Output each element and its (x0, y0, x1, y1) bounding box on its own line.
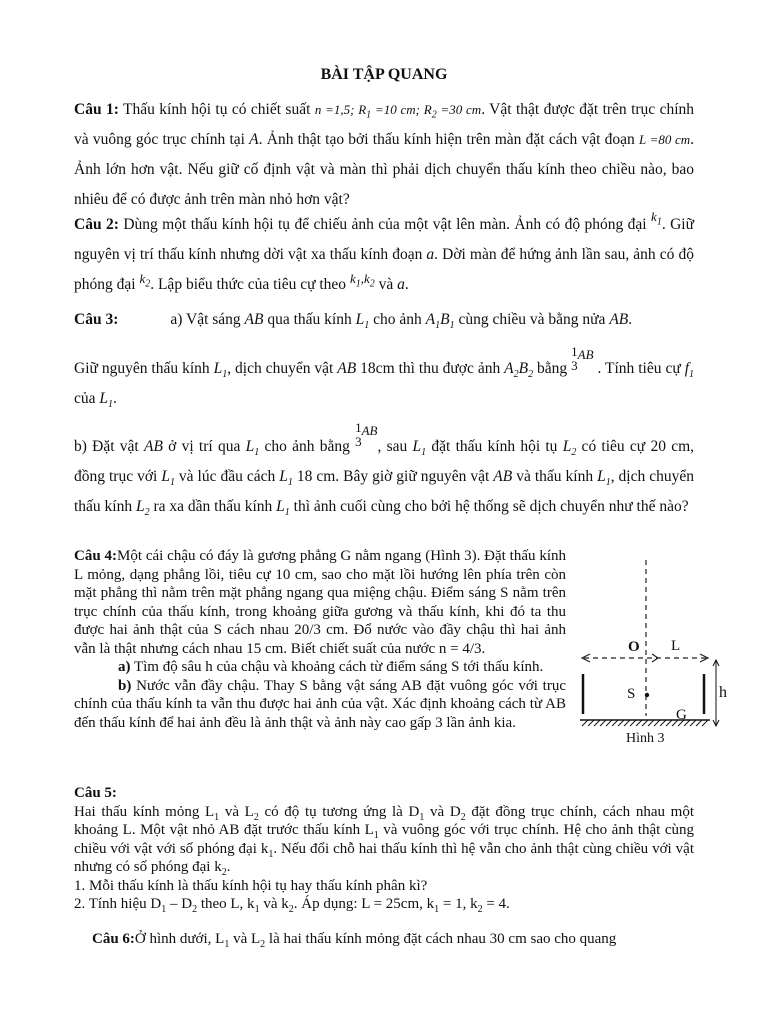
lens-l1: $L_1$ (597, 468, 611, 489)
lens-l1: $L_1$ (245, 438, 260, 459)
text: Nước vẫn đầy chậu. Thay S bằng vật sáng AB đặt vuông góc với trục chính của thấu kính ta vẫn thu được hai ảnh của vật. Xác định khoảng cách từ AB đến thấu kính để hai ảnh đều là ảnh thật và ảnh này cao gấp 3 lần ảnh kia. (74, 677, 566, 731)
lens-l1: $L_1$ (412, 438, 427, 459)
text: . Ảnh thật tạo bởi thấu kính hiện trên màn đặt cách vật đoạn (258, 131, 639, 148)
text: ở vị trí qua (162, 438, 246, 455)
object-ab: AB (577, 347, 594, 362)
question-3-part-b (74, 420, 695, 522)
image-a2b2: $A_2B_2$ (504, 360, 534, 381)
label-s: S (627, 686, 636, 702)
text: Giữ nguyên thấu kính (74, 360, 214, 377)
text: cho ảnh (369, 311, 426, 328)
text: và thấu kính (512, 468, 598, 485)
lens-l1: $L_1$ (99, 390, 114, 411)
object-ab: AB (361, 423, 378, 438)
question-5-body: Hai thấu kính mỏng $L_1$ và $L_2$ có độ tụ tương ứng là $D_1$ và $D_2$ đặt đồng trục chính, cách nhau một khoảng L. Một vật nhỏ AB đặt trước thấu kính $L_1$ và vuông góc với trục chính. Hệ cho ảnh thật cùng chiều với vật với số phóng đại $k_1$. Nếu đổi chỗ hai thấu kính thì hệ vẫn cho ảnh thật cùng chiều với vật nhưng có số phóng đại $k_2$. (74, 803, 695, 878)
text: Một cái chậu có đáy là gương phẳng G nằm ngang (Hình 3). Đặt thấu kính L mỏng, dạng phẳng lồi, tiêu cự 10 cm, sao cho mặt lồi hướng lên phía trên còn mặt phẳng thì nằm trên mặt phẳng ngang qua miệng chậu. Điểm sáng S nằm trên trục chính của thấu kính, trong khoảng giữa gương và thấu kính, khi đó ta thu được hai ảnh thật của S cách nhau 20/3 cm. Đổ nước vào đầy chậu thì hai ảnh vẫn là thật nhưng cách nhau 15 cm. Biết chiết suất của nước n = 4/3. (74, 548, 566, 657)
question-5 (74, 784, 694, 914)
question-6-label: Câu 6: (92, 931, 135, 947)
text: ra xa dần thấu kính (149, 498, 277, 515)
lens-l1: $L_1$ (355, 311, 370, 332)
object-ab: AB (244, 311, 264, 328)
question-5-item-2: 2. Tính hiệu $D_1 - D_2$ theo L, $k_1$ và $k_2$. Áp dụng: L = 25cm, $k_1 = 1$, $k_2 = 4$. (74, 896, 510, 915)
text: , sau (377, 438, 413, 455)
question-5-item-1: 1. Mỗi thấu kính là thấu kính hội tụ hay thấu kính phân kì? (74, 877, 428, 894)
point-s (645, 693, 649, 697)
fraction-one-third-ab: 1 3 (355, 420, 362, 450)
lens-l2: $L_2$ (136, 498, 150, 519)
figure-caption: Hình 3 (626, 731, 665, 746)
text: . Lập biểu thức của tiêu cự theo (150, 276, 350, 293)
question-2 (74, 210, 694, 300)
lens-l1: $L_1$ (213, 360, 228, 381)
mirror-hatching (582, 720, 708, 726)
lens-l1: $L_1$ (279, 468, 293, 489)
question-1-label: Câu 1: (74, 101, 119, 118)
object-ab: AB (609, 311, 629, 328)
question-5-label: Câu 5: (74, 785, 117, 801)
var-a: a (397, 276, 405, 293)
question-3-label: Câu 3: (74, 311, 119, 328)
image-a1b1: $A_1B_1$ (425, 311, 455, 332)
figure-3-drawing (576, 556, 736, 756)
focal-f1: $f_1$ (684, 360, 694, 381)
question-2-label: Câu 2: (74, 216, 119, 233)
text: 18cm thì thu được ảnh (356, 360, 505, 377)
label-o: O (628, 639, 640, 655)
text: . Tính tiêu cự (593, 360, 685, 377)
text: cho ảnh bằng (259, 438, 356, 455)
text: . (628, 311, 633, 328)
text: Dùng một thấu kính hội tụ để chiếu ảnh của một vật lên màn. Ảnh có độ phóng đại (118, 216, 652, 233)
text: . Dời màn để hứng ảnh lần sau, ảnh có độ phóng đại (74, 246, 695, 293)
text: , dịch chuyển thấu kính (74, 468, 694, 515)
formula-k1-k2: k1,k2 (349, 271, 375, 290)
formula-l: L =80 cm (638, 132, 691, 147)
document-title: BÀI TẬP QUANG (320, 66, 448, 83)
text: . (113, 390, 117, 407)
text: b) Đặt vật (74, 438, 144, 455)
text: Thấu kính hội tụ có chiết suất (118, 101, 315, 118)
text: và lúc đầu cách (174, 468, 280, 485)
label-h: h (719, 684, 727, 701)
question-6: Câu 6:Ở hình dưới, $L_1$ và $L_2$ là hai thấu kính mỏng đặt cách nhau 30 cm sao cho quang (92, 931, 617, 950)
label-l: L (671, 638, 681, 654)
text: . Giữ nguyên vị trí thấu kính nhưng dời vật xa thấu kính đoạn (74, 216, 695, 263)
question-3-part-a-cont (74, 344, 694, 414)
text: bằng (533, 360, 572, 377)
text: qua thấu kính (263, 311, 356, 328)
question-3-part-a (74, 305, 694, 335)
figure-3 (576, 556, 736, 756)
object-ab: AB (337, 360, 357, 377)
text: 18 cm. Bây giờ giữ nguyên vật (292, 468, 494, 485)
text: a) Vật sáng (170, 311, 245, 328)
text: đặt thấu kính hội tụ (426, 438, 563, 455)
var-a: a (426, 246, 435, 263)
text: . Vật thật được đặt trên trục chính và vuông góc trục chính tại (74, 101, 695, 148)
text: , dịch chuyển vật (227, 360, 338, 377)
text: và (374, 276, 398, 293)
object-ab: AB (143, 438, 163, 455)
part-a-label: a) (118, 659, 131, 675)
formula-n-r1-r2: n =1,5; $R_1 =10$ cm; $R_2 =30$ cm (314, 102, 482, 121)
formula-k2: k2 (139, 271, 151, 290)
arrow-right-icon (652, 654, 658, 662)
question-4 (74, 547, 566, 732)
text: . (404, 276, 409, 293)
point-a: A (249, 131, 259, 148)
text: có tiêu cự 20 cm, đồng trục với (74, 438, 695, 485)
lens-l1: $L_1$ (161, 468, 175, 489)
question-1 (74, 95, 694, 215)
fraction-one-third-ab: 1 3 (571, 344, 578, 374)
object-ab: AB (493, 468, 513, 485)
text: của (74, 390, 100, 407)
text: thì ảnh cuối cùng cho bởi hệ thống sẽ dịch chuyển như thế nào? (289, 498, 689, 515)
text: Tìm độ sâu h của chậu và khoảng cách từ điểm sáng S tới thấu kính. (130, 659, 544, 675)
text: cùng chiều và bằng nửa (454, 311, 610, 328)
text: . Ảnh lớn hơn vật. Nếu giữ cố định vật và màn thì phải dịch chuyển thấu kính theo chiều nào, bao nhiêu để có được ảnh trên màn nhỏ hơn vật? (74, 131, 694, 208)
formula-k1: k1 (651, 209, 662, 228)
part-b-label: b) (118, 677, 132, 694)
question-4-label: Câu 4: (74, 548, 118, 564)
label-g: G (676, 707, 687, 723)
lens-l2: $L_2$ (562, 438, 577, 459)
lens-l1: $L_1$ (276, 498, 290, 519)
